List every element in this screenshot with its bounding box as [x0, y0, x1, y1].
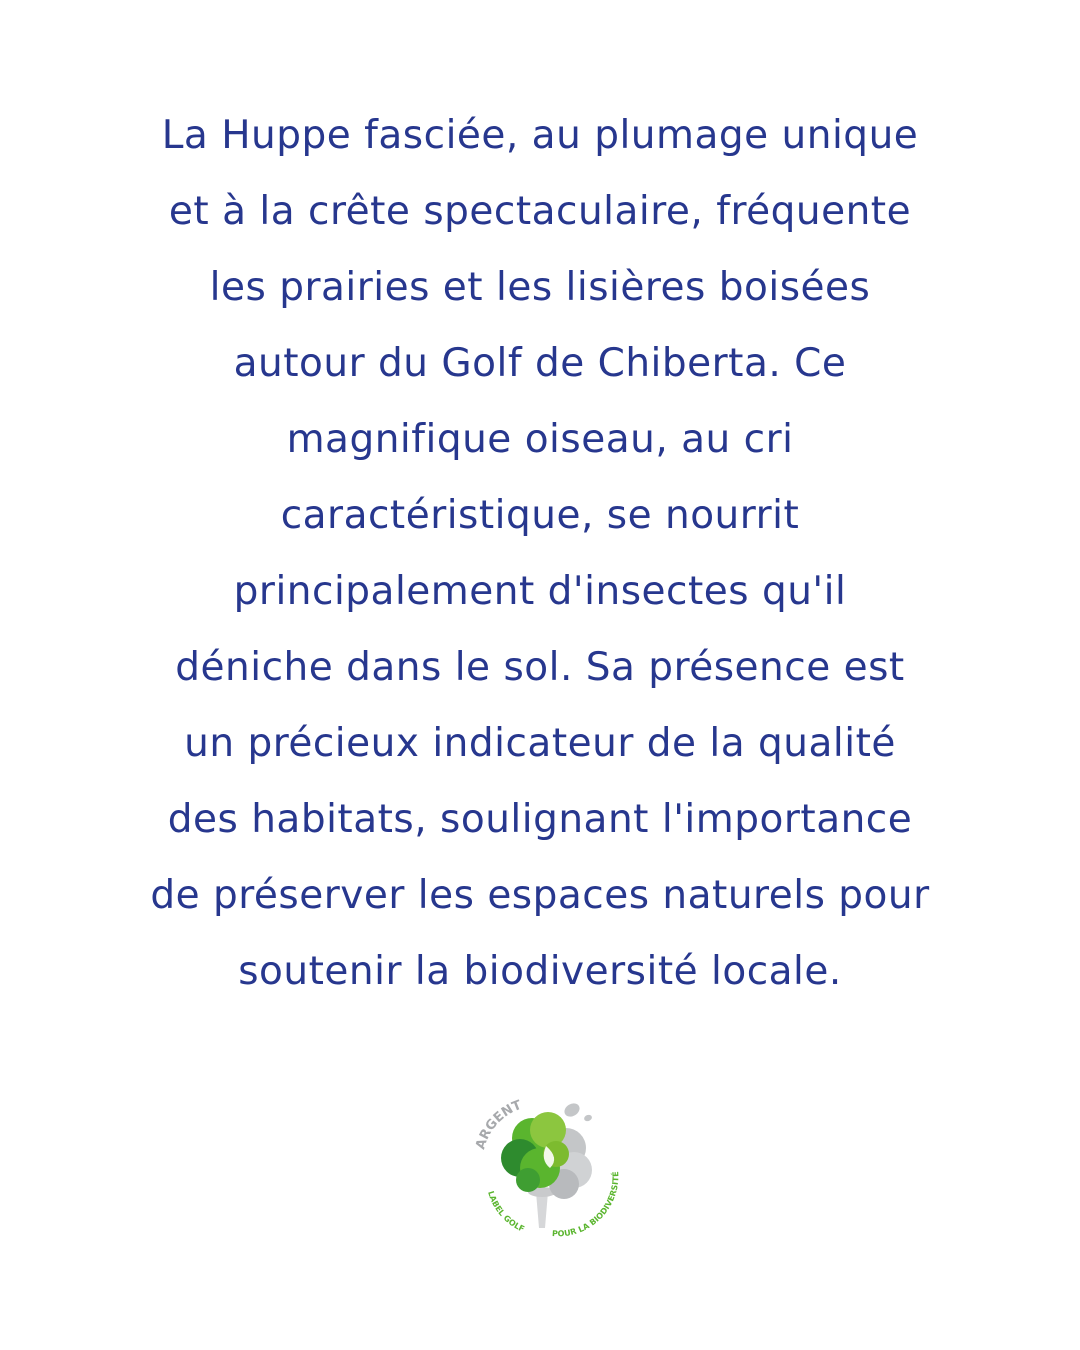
badge-right-text: POUR LA BIODIVERSITÉ [551, 1171, 621, 1239]
label-logo-icon [462, 1088, 622, 1248]
paragraph-line: soutenir la biodiversité locale. [238, 949, 842, 994]
paragraph-line: caractéristique, se nourrit [280, 493, 800, 538]
golf-biodiversity-label-logo [462, 1088, 622, 1248]
paragraph-line: de préserver les espaces naturels pour [150, 873, 930, 918]
paragraph-line: les prairies et les lisières boisées [209, 265, 871, 310]
biodiversity-paragraph [90, 98, 990, 1010]
badge-level-text: ARGENT [473, 1097, 524, 1152]
paragraph-line: un précieux indicateur de la qualité [184, 721, 896, 766]
paragraph-line: déniche dans le sol. Sa présence est [175, 645, 905, 690]
paragraph-line: principalement d'insectes qu'il [233, 569, 847, 614]
paragraph-line: des habitats, soulignant l'importance [167, 797, 913, 842]
paragraph-line: magnifique oiseau, au cri [286, 417, 794, 462]
paragraph-line: autour du Golf de Chiberta. Ce [233, 341, 847, 386]
paragraph-line: et à la crête spectaculaire, fréquente [168, 189, 912, 234]
paragraph-line: La Huppe fasciée, au plumage unique [161, 113, 919, 158]
badge-left-text: LABEL GOLF [486, 1189, 526, 1234]
